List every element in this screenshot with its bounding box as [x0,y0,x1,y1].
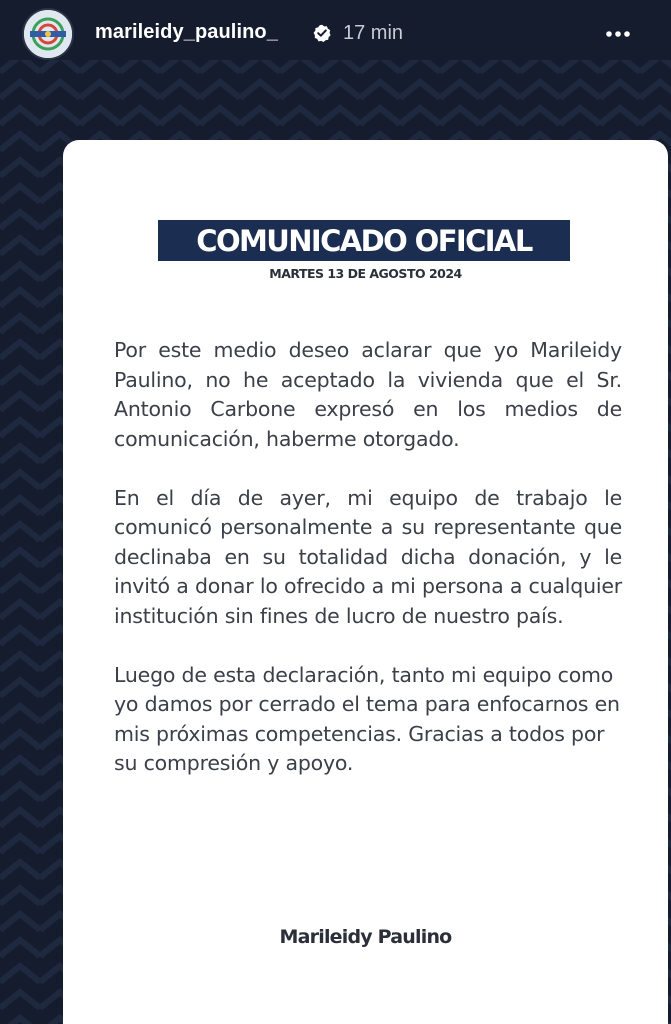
post-timestamp: 17 min [343,22,404,44]
notice-title: COMUNICADO OFICIAL [196,223,532,258]
title-banner [158,220,570,261]
notice-date: MARTES 13 DE AGOSTO 2024 [269,266,462,281]
notice-paragraph: En el día de ayer, mi equipo de trabajo le comunicó personalmente a su representante que declinaba en su totalidad dicha donación, y le invitó a donar lo ofrecido a mi persona a cualquier institución sin fines de lucro de nuestro país. [114,485,622,628]
username[interactable]: marileidy_paulino_ [95,21,278,43]
notice-body [114,336,622,808]
story-header [0,0,671,70]
verified-badge-icon [313,24,331,42]
signature: Marileidy Paulino [279,926,452,948]
more-options-icon[interactable] [600,22,636,46]
notice-paragraph: Por este medio deseo aclarar que yo Marileidy Paulino, no he aceptado la vivienda que el Sr. Antonio Carbone expresó en los medios de comunicación, haberme otorgado. [114,338,622,451]
notice-paragraph: Luego de esta declaración, tanto mi equipo como yo damos por cerrado el tema para enfocarnos en mis próximas competencias. Gracias a todos por su compresión y apoyo. [114,662,620,775]
avatar[interactable] [22,8,74,60]
notice-card [63,140,668,1024]
avatar-image [24,10,72,58]
